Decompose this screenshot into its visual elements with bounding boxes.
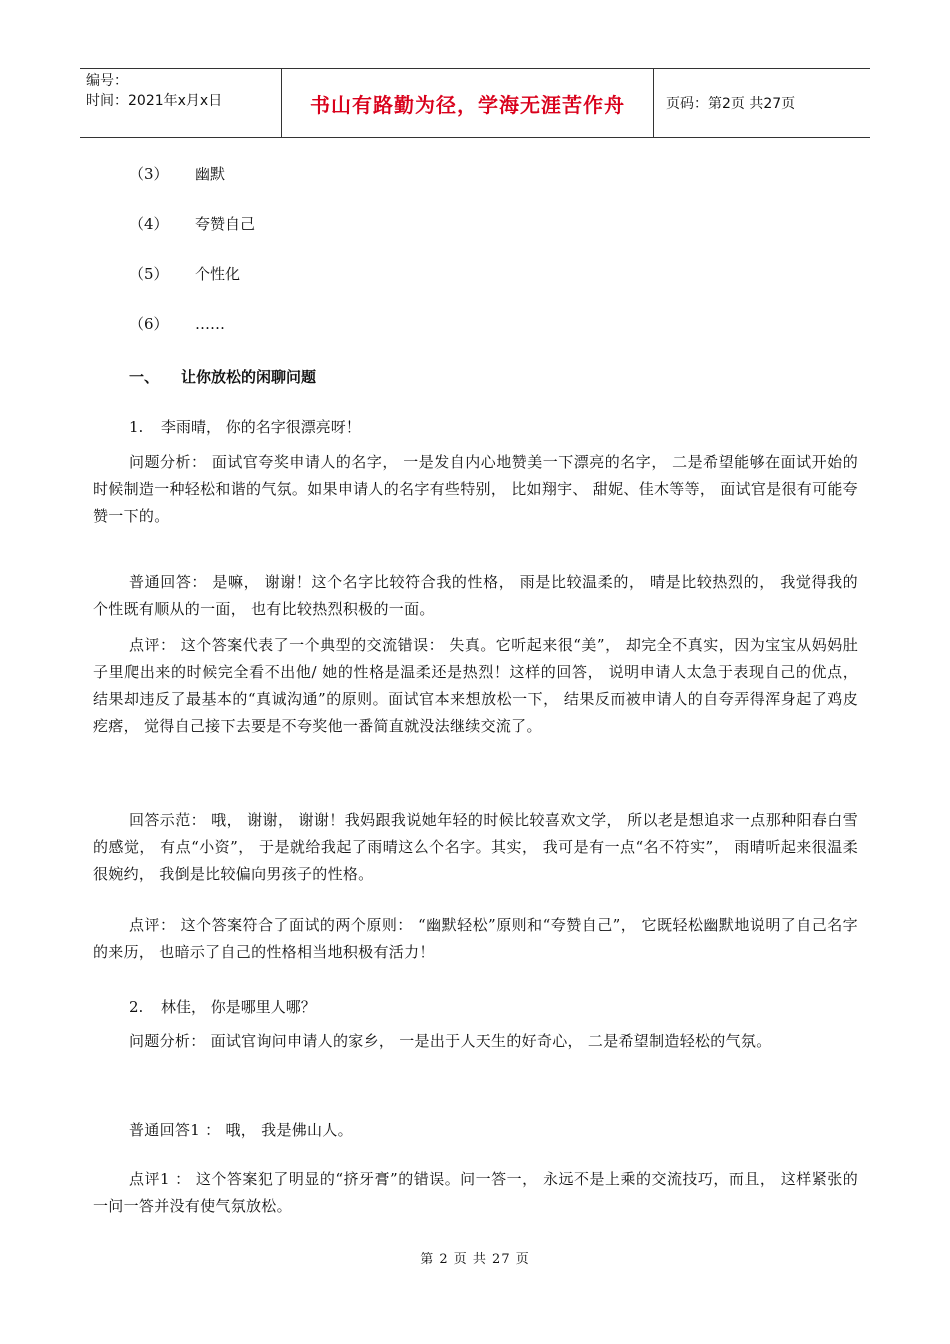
question-number: 1. — [129, 418, 144, 436]
list-item — [129, 214, 255, 234]
question-text: 林佳， 你是哪里人哪？ — [161, 998, 316, 1016]
section-title: 让你放松的闲聊问题 — [181, 368, 317, 386]
answer-comment: 点评： 这个答案符合了面试的两个原则： “幽默轻松”原则和“夸赞自己”， 它既轻松幽默地说明了自己名字的来历， 也暗示了自己的性格相当地积极有活力！ — [93, 916, 858, 961]
page-info: 页码：第2页 共27页 — [666, 96, 796, 112]
answer-comment: 点评： 这个答案代表了一个典型的交流错误： 失真。它听起来很“美”， 却完全不真实，因为宝宝从妈妈肚子里爬出来的时候完全看不出他/ 她的性格是温柔还是热烈！这样的回答， 说明申请人太急于表现自己的优点， 结果却违反了最基本的“真诚沟通”的原则。面试官本来想放松一下， 结果反而被申请人的自夸弄得浑身起了鸡皮疙瘩， 觉得自己接下去要是不夸奖他一番简直就没法继续交流了。 — [93, 636, 858, 735]
code-label: 编号： — [86, 73, 128, 89]
list-item — [129, 264, 240, 284]
answer-comment: 点评1 ： 这个答案犯了明显的“挤牙膏”的错误。问一答一， 永远不是上乘的交流技巧，而且， 这样紧张的一问一答并没有使气氛放松。 — [93, 1170, 858, 1215]
list-item — [129, 164, 225, 184]
page-header — [80, 68, 870, 138]
list-item-number: （3） — [129, 165, 169, 183]
list-item-text: 个性化 — [195, 265, 241, 283]
list-item-text: 幽默 — [195, 165, 226, 183]
model-answer: 回答示范： 哦， 谢谢， 谢谢！我妈跟我说她年轻的时候比较喜欢文学， 所以老是想追求一点那种阳春白雪的感觉， 有点“小资”， 于是就给我起了雨晴这么个名字。其实， 我可是有一点“名不符实”， 雨晴听起来很温柔很婉约， 我倒是比较偏向男孩子的性格。 — [93, 811, 858, 883]
list-item-text: …… — [195, 315, 225, 333]
question-analysis: 问题分析： 面试官询问申请人的家乡， 一是出于人天生的好奇心， 二是希望制造轻松的气氛。 — [129, 1032, 772, 1050]
header-motto-cell — [282, 69, 654, 137]
list-item-number: （4） — [129, 215, 169, 233]
list-item-number: （6） — [129, 315, 169, 333]
list-item-number: （5） — [129, 265, 169, 283]
time-label: 时间：2021年x月x日 — [86, 93, 223, 109]
question-analysis: 问题分析： 面试官夸奖申请人的名字， 一是发自内心地赞美一下漂亮的名字， 二是希望能够在面试开始的时候制造一种轻松和谐的气氛。如果申请人的名字有些特别， 比如翔宇、 甜妮、佳木等等， 面试官是很有可能夸赞一下的。 — [93, 453, 858, 525]
question-title — [129, 996, 316, 1017]
question-title — [129, 416, 361, 437]
normal-answer: 普通回答1 ： 哦， 我是佛山人。 — [129, 1121, 353, 1139]
question-number: 2. — [129, 998, 144, 1016]
motto: 书山有路勤为径，学海无涯苦作舟 — [310, 92, 625, 117]
header-meta — [80, 69, 282, 137]
section-heading — [129, 366, 316, 387]
section-number: 一、 — [129, 368, 160, 386]
normal-answer: 普通回答： 是嘛， 谢谢！这个名字比较符合我的性格， 雨是比较温柔的， 晴是比较热烈的， 我觉得我的个性既有顺从的一面， 也有比较热烈积极的一面。 — [93, 573, 858, 618]
list-item-text: 夸赞自己 — [195, 215, 256, 233]
header-page-info-cell — [654, 69, 870, 137]
list-item — [129, 314, 225, 334]
page-footer: 第 2 页 共 27 页 — [420, 1252, 530, 1267]
question-text: 李雨晴， 你的名字很漂亮呀！ — [161, 418, 361, 436]
